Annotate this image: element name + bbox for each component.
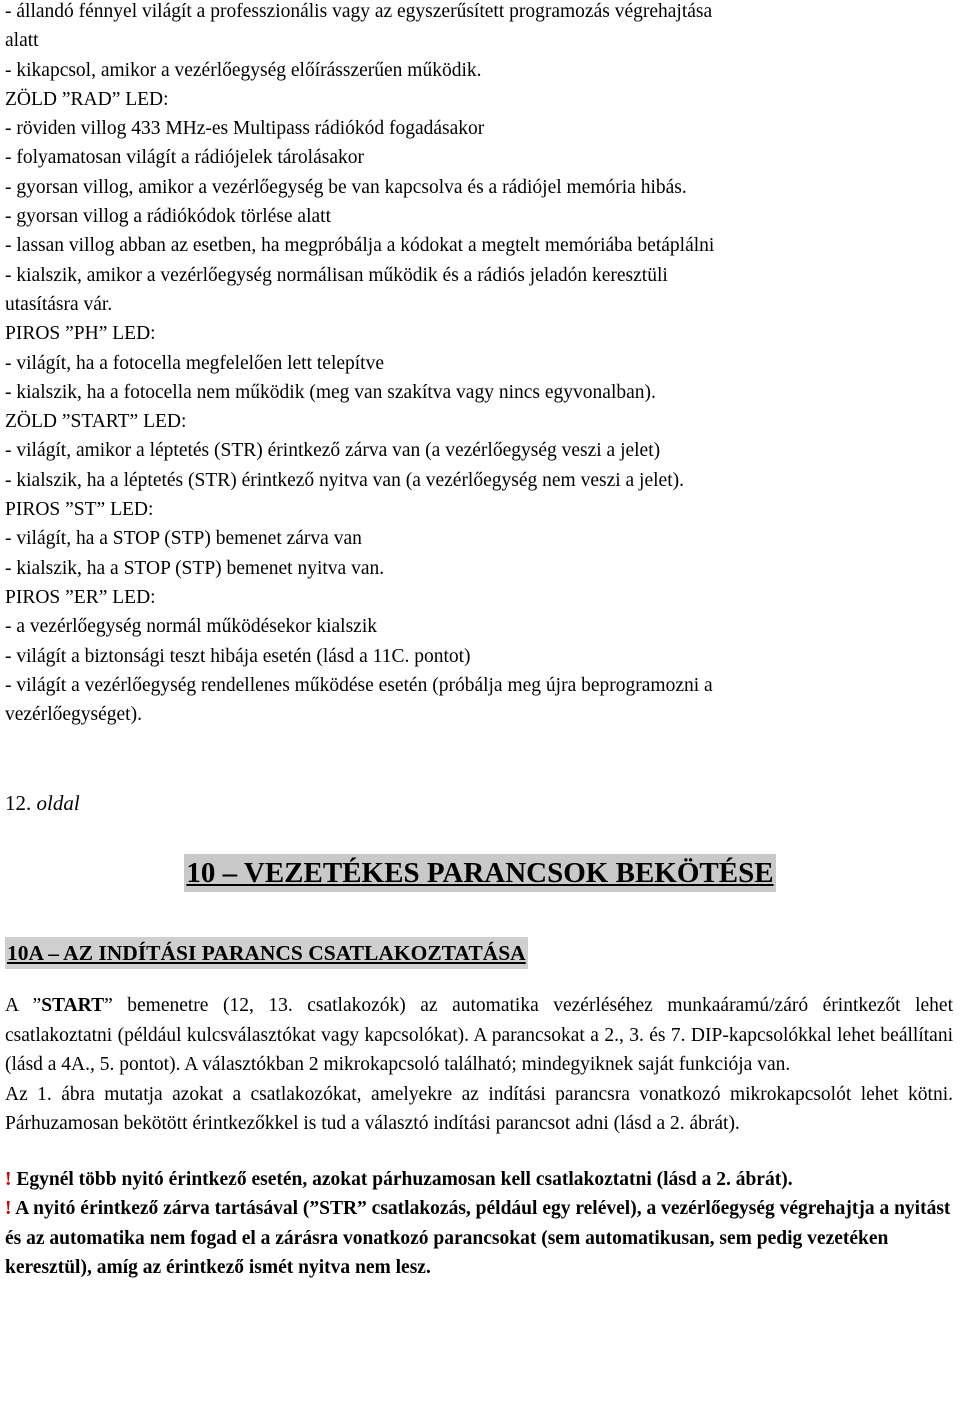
led-heading-start: ZÖLD ”START” LED: xyxy=(5,411,187,433)
subsection-heading-wrap xyxy=(5,937,955,973)
text-line: - gyorsan villog a rádiókódok törlése alatt xyxy=(5,206,331,228)
page-number xyxy=(5,789,955,818)
text-line: - világít, ha a fotocella megfelelően lett telepítve xyxy=(5,352,385,374)
text-line: - folyamatosan világít a rádiójelek tárolásakor xyxy=(5,147,364,169)
document-page xyxy=(5,0,955,1283)
text-line: - gyorsan villog, amikor a vezérlőegység be van kapcsolva és a rádiójel memória hibás. xyxy=(5,176,687,198)
warning-note xyxy=(5,1165,955,1195)
text-line: - kialszik, ha a STOP (STP) bemenet nyitva van. xyxy=(5,557,385,579)
warning-mark: ! xyxy=(5,1168,12,1190)
text-line: - a vezérlőegység normál működésekor kialszik xyxy=(5,616,377,638)
text-line: - világít a vezérlőegység rendellenes működése esetén (próbálja meg újra beprogramozni a xyxy=(5,674,713,696)
text-line: - kialszik, ha a fotocella nem működik (meg van szakítva vagy nincs egyvonalban). xyxy=(5,381,656,403)
paragraph-rest: ” bemenetre (12, 13. csatlakozók) az automatika vezérléséhez munkaáramú/záró érintkezőt lehet csatlakoztatni (például kulcsválasztókat vagy kapcsolókat). A parancsokat a 2., 3. és 7. DIP-kapcsolókkal lehet beállítani (lásd a 4A., 5. pontot). A választókban 2 mikrokapcsoló található; mindegyiknek saját funkciója van. xyxy=(5,995,953,1076)
led-heading-ph: PIROS ”PH” LED: xyxy=(5,323,156,345)
paragraph xyxy=(5,991,953,1080)
text-line: vezérlőegységet). xyxy=(5,704,142,726)
led-heading-er: PIROS ”ER” LED: xyxy=(5,586,156,608)
text-line: - világít a biztonsági teszt hibája esetén (lásd a 11C. pontot) xyxy=(5,645,471,667)
text-line: - állandó fénnyel világít a professzionális vagy az egyszerűsített programozás végrehajtása xyxy=(5,1,713,22)
warning-text: Egynél több nyitó érintkező esetén, azokat párhuzamosan kell csatlakoztatni (lásd a 2. ábrát). xyxy=(11,1168,793,1190)
text-line: - kikapcsol, amikor a vezérlőegység előírásszerűen működik. xyxy=(5,59,482,81)
warning-mark: ! xyxy=(5,1198,12,1220)
text-line: - világít, ha a STOP (STP) bemenet zárva van xyxy=(5,528,362,550)
subsection-heading: 10A – AZ INDÍTÁSI PARANCS CSATLAKOZTATÁSA xyxy=(5,937,528,969)
warning-note xyxy=(5,1194,955,1283)
text-line: - világít, amikor a léptetés (STR) érintkező zárva van (a vezérlőegység veszi a jelet) xyxy=(5,440,661,462)
paragraph: Az 1. ábra mutatja azokat a csatlakozókat, amelyekre az indítási parancsra vonatkozó mikrokapcsolót lehet kötni. Párhuzamosan bekötött érintkezőkkel is tud a választó indítási parancsot adni (lásd a 2. ábrát). xyxy=(5,1083,953,1135)
page-number-word: oldal xyxy=(36,791,80,816)
text-line: utasításra vár. xyxy=(5,293,113,315)
text-line: - lassan villog abban az esetben, ha megpróbálja a kódokat a megtelt memóriába betáplálni xyxy=(5,235,715,257)
text-line: alatt xyxy=(5,30,39,52)
section-heading-wrap xyxy=(5,854,955,894)
led-heading-rad: ZÖLD ”RAD” LED: xyxy=(5,88,169,110)
section-heading: 10 – VEZETÉKES PARANCSOK BEKÖTÉSE xyxy=(184,854,775,892)
paragraph-prefix: A ” xyxy=(5,995,42,1017)
led-heading-st: PIROS ”ST” LED: xyxy=(5,499,154,521)
page-number-value: 12. xyxy=(5,791,32,816)
text-line: - kialszik, amikor a vezérlőegység normálisan működik és a rádiós jeladón keresztüli xyxy=(5,264,668,286)
text-line: - röviden villog 433 MHz-es Multipass rádiókód fogadásakor xyxy=(5,118,485,140)
text-line: - kialszik, ha a léptetés (STR) érintkező nyitva van (a vezérlőegység nem veszi a jelet). xyxy=(5,469,684,491)
paragraph-bold-word: START xyxy=(41,995,105,1017)
warning-text: A nyitó érintkező zárva tartásával (”STR” csatlakozás, például egy relével), a vezérlőegység végrehajtja a nyitást és az automatika nem fogad el a zárásra vonatkozó parancsokat (sem automatikusan, sem pedig vezetéken keresztül), amíg az érintkező ismét nyitva nem lesz. xyxy=(5,1198,951,1279)
